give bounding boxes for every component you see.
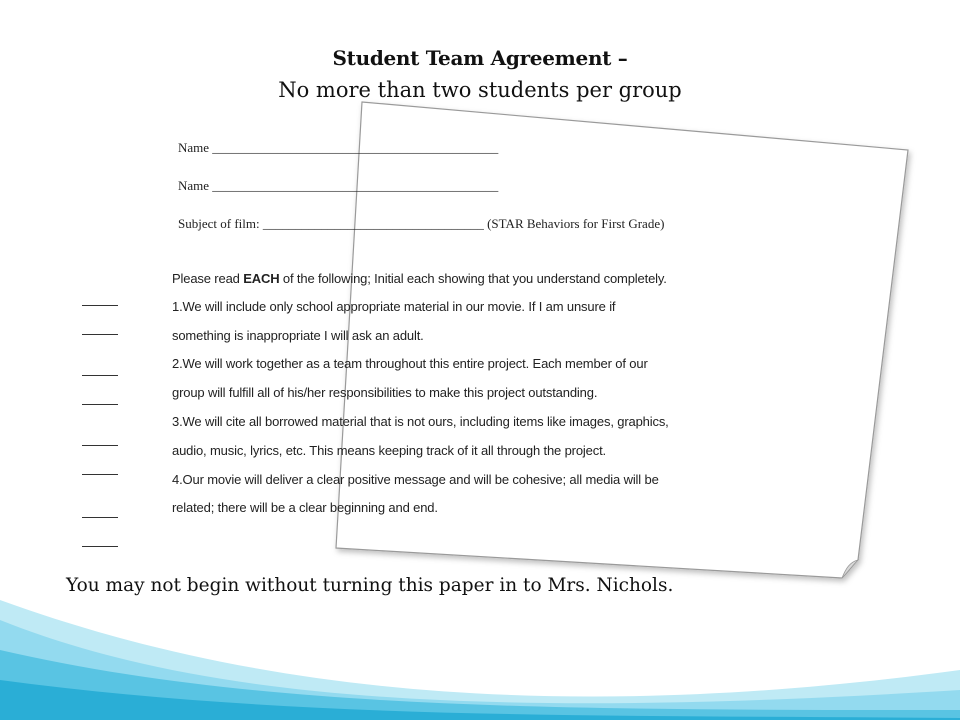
footer-note: You may not begin without turning this paper in to Mrs. Nichols.: [66, 575, 674, 596]
agreement-line: 2.We will work together as a team throughout this entire project. Each member of our: [172, 356, 648, 371]
name-field-2: Name ____________________________________________: [178, 178, 499, 193]
initial-blank: [82, 375, 118, 376]
agreement-line: related; there will be a clear beginning and end.: [172, 500, 438, 515]
initial-blank: [82, 305, 118, 306]
initial-blank: [82, 334, 118, 335]
name-field-1: Name ____________________________________________: [178, 140, 499, 155]
initial-blank: [82, 445, 118, 446]
agreement-line: something is inappropriate I will ask an adult.: [172, 328, 424, 343]
agreement-line: 3.We will cite all borrowed material that is not ours, including items like images, graphics,: [172, 414, 669, 429]
initial-blank: [82, 474, 118, 475]
initial-blank: [82, 404, 118, 405]
subject-field: Subject of film: __________________________________ (STAR Behaviors for First Grade): [178, 216, 665, 231]
page-subtitle: No more than two students per group: [278, 78, 682, 102]
initial-blank: [82, 546, 118, 547]
instructions-intro: Please read EACH of the following; Initial each showing that you understand completely.: [172, 271, 667, 286]
agreement-line: 1.We will include only school appropriate material in our movie. If I am unsure if: [172, 299, 616, 314]
emphasis-each: EACH: [243, 271, 280, 286]
agreement-line: 4.Our movie will deliver a clear positive message and will be cohesive; all media will be: [172, 472, 659, 487]
page-title: Student Team Agreement –: [332, 46, 628, 70]
agreement-line: audio, music, lyrics, etc. This means keeping track of it all through the project.: [172, 443, 606, 458]
agreement-line: group will fulfill all of his/her responsibilities to make this project outstanding.: [172, 385, 598, 400]
initial-blank: [82, 517, 118, 518]
